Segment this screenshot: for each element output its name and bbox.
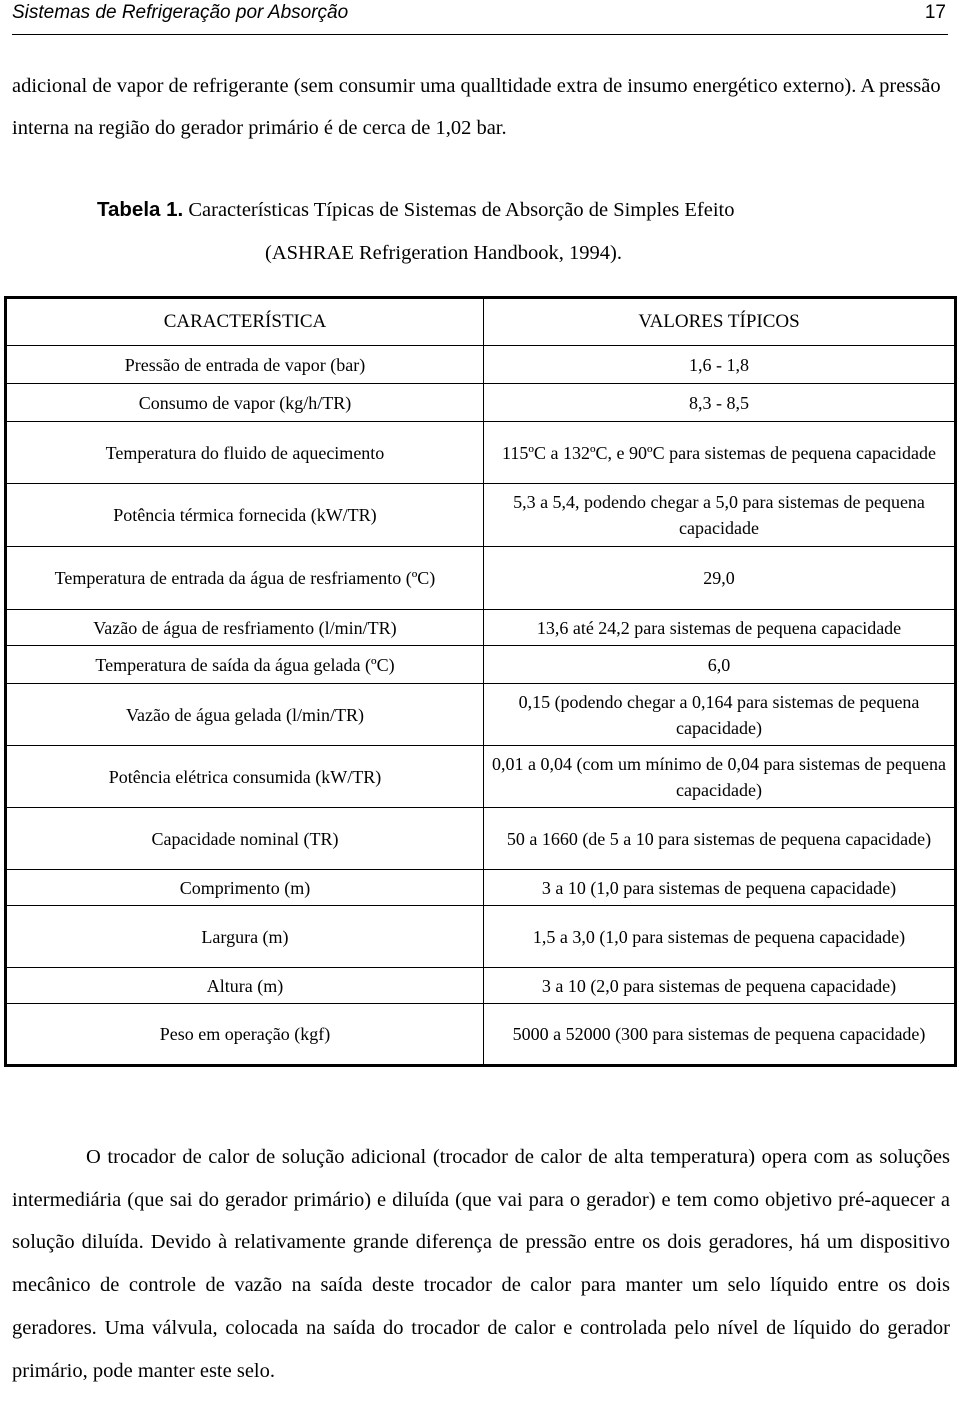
characteristic-cell: Largura (m) — [6, 906, 484, 968]
table-caption-source: (ASHRAE Refrigeration Handbook, 1994). — [265, 242, 622, 264]
characteristic-cell: Altura (m) — [6, 968, 484, 1004]
value-cell: 0,15 (podendo chegar a 0,164 para sistemas de pequena capacidade) — [484, 684, 956, 746]
characteristic-cell: Comprimento (m) — [6, 870, 484, 906]
characteristic-cell: Potência térmica fornecida (kW/TR) — [6, 484, 484, 547]
table-row — [6, 968, 956, 1004]
table-row — [6, 746, 956, 808]
value-cell: 50 a 1660 (de 5 a 10 para sistemas de pequena capacidade) — [484, 808, 956, 870]
table-row — [6, 870, 956, 906]
value-cell: 8,3 - 8,5 — [484, 384, 956, 422]
characteristic-cell: Pressão de entrada de vapor (bar) — [6, 346, 484, 384]
table-row — [6, 1004, 956, 1066]
characteristic-cell: Temperatura do fluido de aquecimento — [6, 422, 484, 484]
table-row — [6, 484, 956, 547]
header-characteristic: CARACTERÍSTICA — [6, 298, 484, 346]
table-row — [6, 346, 956, 384]
table-row — [6, 808, 956, 870]
characteristic-cell: Vazão de água gelada (l/min/TR) — [6, 684, 484, 746]
characteristic-cell: Consumo de vapor (kg/h/TR) — [6, 384, 484, 422]
characteristic-cell: Peso em operação (kgf) — [6, 1004, 484, 1066]
table-row — [6, 547, 956, 610]
value-cell: 0,01 a 0,04 (com um mínimo de 0,04 para sistemas de pequena capacidade) — [484, 746, 956, 808]
running-header-title: Sistemas de Refrigeração por Absorção — [12, 2, 349, 23]
characteristic-cell: Temperatura de entrada da água de resfriamento (ºC) — [6, 547, 484, 610]
closing-paragraph-text: O trocador de calor de solução adicional (trocador de calor de alta temperatura) opera com as soluções intermediária (que sai do gerador primário) e diluída (que vai para o gerador) e tem como objetivo pré-aquecer a solução diluída. Devido à relativamente grande diferença de pressão entre os dois geradores, há um dispositivo mecânico de controle de vazão na saída deste trocador de calor para manter um selo líquido entre os dois geradores. Uma válvula, colocada na saída do trocador de calor e controlada pelo nível de líquido do gerador primário, pode manter este selo. — [12, 1146, 950, 1382]
characteristic-cell: Potência elétrica consumida (kW/TR) — [6, 746, 484, 808]
characteristic-cell: Capacidade nominal (TR) — [6, 808, 484, 870]
table-row — [6, 646, 956, 684]
value-cell: 5,3 a 5,4, podendo chegar a 5,0 para sistemas de pequena capacidade — [484, 484, 956, 547]
characteristic-cell: Temperatura de saída da água gelada (ºC) — [6, 646, 484, 684]
value-cell: 29,0 — [484, 547, 956, 610]
table-row — [6, 610, 956, 646]
value-cell: 1,6 - 1,8 — [484, 346, 956, 384]
characteristic-cell: Vazão de água de resfriamento (l/min/TR) — [6, 610, 484, 646]
value-cell: 6,0 — [484, 646, 956, 684]
specs-table — [4, 296, 957, 1067]
value-cell: 13,6 até 24,2 para sistemas de pequena capacidade — [484, 610, 956, 646]
page-number: 17 — [924, 2, 946, 23]
table-caption-label: Tabela 1. — [97, 198, 184, 221]
table-caption-title: Características Típicas de Sistemas de Absorção de Simples Efeito — [183, 199, 735, 221]
table-row — [6, 906, 956, 968]
running-header — [12, 0, 948, 35]
value-cell: 5000 a 52000 (300 para sistemas de pequena capacidade) — [484, 1004, 956, 1066]
table-row — [6, 684, 956, 746]
header-typical-values: VALORES TÍPICOS — [484, 298, 956, 346]
closing-paragraph — [12, 1136, 950, 1392]
value-cell: 3 a 10 (2,0 para sistemas de pequena capacidade) — [484, 968, 956, 1004]
value-cell: 115ºC a 132ºC, e 90ºC para sistemas de pequena capacidade — [484, 422, 956, 484]
value-cell: 3 a 10 (1,0 para sistemas de pequena capacidade) — [484, 870, 956, 906]
intro-paragraph: adicional de vapor de refrigerante (sem consumir uma qualltidade extra de insumo energético externo). A pressão interna na região do gerador primário é de cerca de 1,02 bar. — [12, 75, 941, 139]
table-row — [6, 384, 956, 422]
table-row — [6, 422, 956, 484]
table-caption — [97, 198, 735, 222]
table-header-row — [6, 298, 956, 346]
value-cell: 1,5 a 3,0 (1,0 para sistemas de pequena capacidade) — [484, 906, 956, 968]
